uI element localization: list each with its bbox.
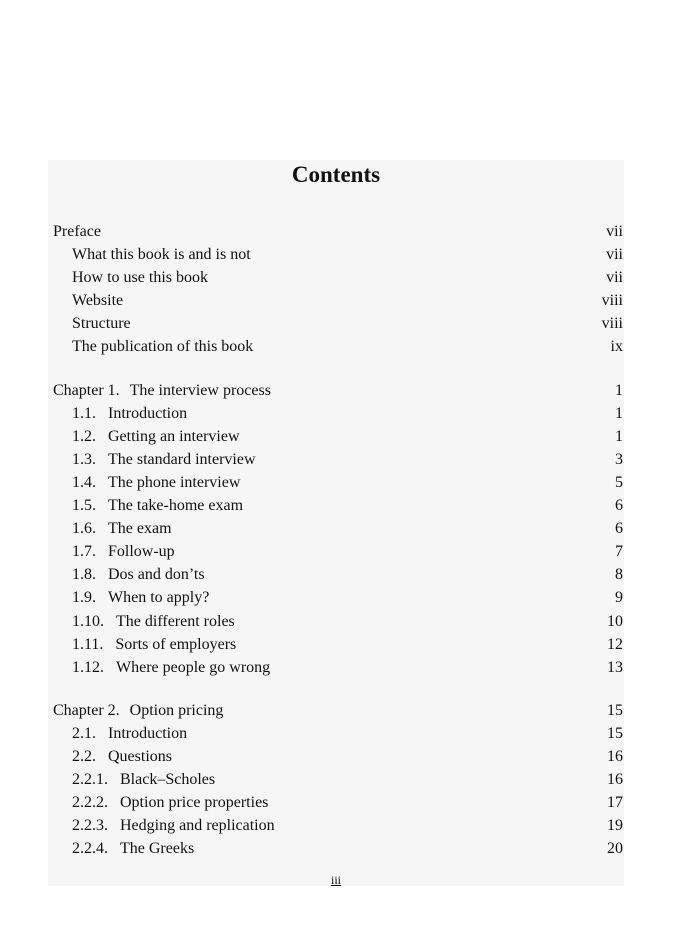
toc-entry[interactable] — [53, 517, 623, 540]
section-number: 1.4. — [72, 473, 96, 491]
toc-entry[interactable] — [53, 494, 623, 517]
entry-page-number: 6 — [615, 497, 623, 515]
entry-page-number: 6 — [615, 520, 623, 538]
toc-entry[interactable] — [53, 471, 623, 494]
entry-page-number: 16 — [607, 747, 623, 765]
entry-title: How to use this book — [72, 269, 208, 287]
entry-title: The interview process — [129, 381, 271, 399]
chapter-number: Chapter 1. — [53, 381, 120, 399]
table-of-contents — [53, 220, 623, 860]
toc-entry[interactable] — [53, 243, 623, 266]
entry-page-number: viii — [601, 292, 623, 310]
section-number: 2.1. — [72, 724, 96, 742]
toc-entry[interactable] — [53, 402, 623, 425]
page-folio: iii — [330, 873, 341, 887]
toc-entry[interactable] — [53, 656, 623, 679]
toc-entry[interactable] — [53, 722, 623, 745]
toc-entry[interactable] — [53, 448, 623, 471]
toc-entry[interactable] — [53, 289, 623, 312]
entry-title: Introduction — [108, 724, 188, 742]
entry-title: The standard interview — [108, 450, 256, 468]
entry-title: Questions — [108, 747, 172, 765]
entry-page-number: 20 — [607, 840, 623, 858]
entry-title: The Greeks — [120, 840, 195, 858]
entry-page-number: 12 — [607, 635, 623, 653]
page-title: Contents — [291, 162, 381, 187]
section-number: 1.10. — [72, 612, 104, 630]
section-number: 2.2.3. — [72, 817, 108, 835]
entry-page-number: 19 — [607, 817, 623, 835]
toc-group-chapter-2 — [53, 699, 623, 861]
entry-title: Black–Scholes — [120, 771, 216, 789]
toc-entry[interactable] — [53, 814, 623, 837]
entry-title: The take-home exam — [108, 497, 244, 515]
section-number: 1.5. — [72, 497, 96, 515]
entry-title: The different roles — [116, 612, 235, 630]
section-number: 1.2. — [72, 427, 96, 445]
toc-entry[interactable] — [53, 425, 623, 448]
section-number: 1.1. — [72, 404, 96, 422]
entry-title: Option pricing — [129, 701, 224, 719]
entry-page-number: 5 — [615, 473, 623, 491]
section-number: 1.7. — [72, 543, 96, 561]
section-number: 1.12. — [72, 658, 104, 676]
entry-page-number: 15 — [607, 724, 623, 742]
toc-chapter-heading[interactable] — [53, 699, 623, 722]
entry-page-number: viii — [601, 315, 623, 333]
entry-page-number: 13 — [607, 658, 623, 676]
toc-entry[interactable] — [53, 633, 623, 656]
entry-title: Hedging and replication — [120, 817, 275, 835]
toc-entry[interactable] — [53, 563, 623, 586]
toc-entry[interactable] — [53, 335, 623, 358]
toc-entry-preface[interactable] — [53, 220, 623, 243]
section-number: 1.3. — [72, 450, 96, 468]
toc-entry[interactable] — [53, 837, 623, 860]
entry-title: Getting an interview — [108, 427, 240, 445]
entry-title: Introduction — [108, 404, 188, 422]
section-number: 2.2.4. — [72, 840, 108, 858]
toc-entry[interactable] — [53, 745, 623, 768]
section-number: 2.2.2. — [72, 794, 108, 812]
toc-entry[interactable] — [53, 586, 623, 609]
section-number: 2.2. — [72, 747, 96, 765]
entry-page-number: vii — [606, 269, 623, 287]
entry-page-number: 15 — [607, 701, 623, 719]
entry-page-number: 9 — [615, 589, 623, 607]
entry-page-number: ix — [610, 338, 623, 356]
entry-title: Follow-up — [108, 543, 175, 561]
entry-page-number: 1 — [615, 404, 623, 422]
section-number: 1.8. — [72, 566, 96, 584]
entry-title: Where people go wrong — [116, 658, 271, 676]
entry-page-number: 17 — [607, 794, 623, 812]
entry-title: Structure — [72, 315, 131, 333]
entry-title: Preface — [53, 223, 101, 240]
entry-page-number: 3 — [615, 450, 623, 468]
entry-title: Dos and don’ts — [108, 566, 205, 584]
toc-group-chapter-1 — [53, 379, 623, 679]
entry-title: The publication of this book — [72, 338, 254, 356]
section-number: 1.9. — [72, 589, 96, 607]
toc-entry[interactable] — [53, 266, 623, 289]
toc-entry[interactable] — [53, 312, 623, 335]
toc-chapter-heading[interactable] — [53, 379, 623, 402]
toc-entry[interactable] — [53, 768, 623, 791]
section-number: 1.11. — [72, 635, 104, 653]
entry-title: When to apply? — [108, 589, 210, 607]
entry-title: Sorts of employers — [115, 635, 237, 653]
chapter-number: Chapter 2. — [53, 701, 120, 719]
entry-page-number: vii — [606, 246, 623, 264]
entry-title: What this book is and is not — [72, 246, 251, 264]
toc-entry[interactable] — [53, 610, 623, 633]
entry-title: The exam — [108, 520, 172, 538]
entry-title: The phone interview — [108, 473, 241, 491]
entry-page-number: 8 — [615, 566, 623, 584]
toc-entry[interactable] — [53, 791, 623, 814]
toc-entry[interactable] — [53, 540, 623, 563]
entry-page-number: 10 — [607, 612, 623, 630]
entry-title: Option price properties — [120, 794, 269, 812]
entry-page-number: 16 — [607, 771, 623, 789]
section-number: 2.2.1. — [72, 771, 108, 789]
entry-page-number: 1 — [615, 427, 623, 445]
section-number: 1.6. — [72, 520, 96, 538]
entry-page-number: 7 — [615, 543, 623, 561]
entry-page-number: vii — [606, 223, 623, 240]
toc-group-preface — [53, 220, 623, 359]
entry-page-number: 1 — [615, 381, 623, 399]
entry-title: Website — [72, 292, 124, 310]
